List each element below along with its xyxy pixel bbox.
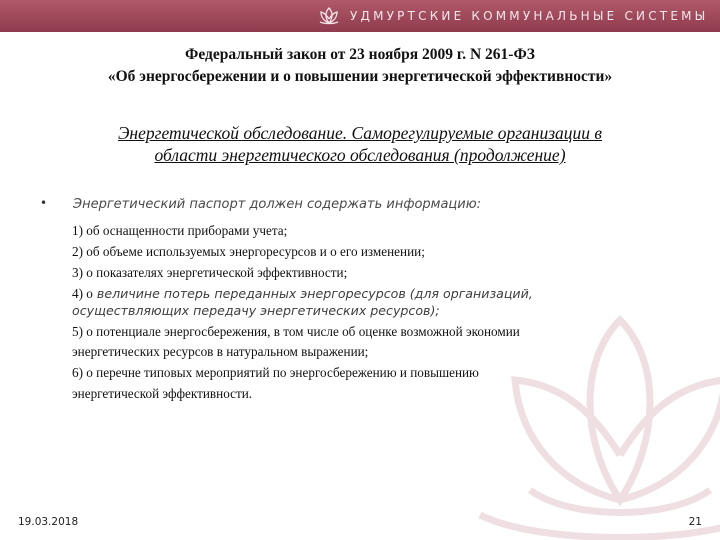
section-heading-line-2: области энергетического обследования (продолжение)	[154, 145, 566, 165]
bullet-marker: •	[40, 196, 48, 210]
page-number: 21	[688, 516, 702, 528]
lotus-logo-icon	[318, 6, 340, 26]
list-item-5-line-2: энергетических ресурсов в натуральном выражении;	[72, 344, 369, 359]
section-heading	[20, 122, 700, 166]
list-item-4-line-2: осуществляющих передачу энергетических ресурсов);	[72, 303, 440, 318]
law-title-line-1: Федеральный закон от 23 ноября 2009 г. N 261-ФЗ	[185, 46, 535, 63]
footer-date: 19.03.2018	[18, 516, 79, 528]
list-item: 2) об объеме используемых энергоресурсов и о его изменении;	[72, 244, 425, 259]
passport-lead-text: Энергетический паспорт должен содержать информацию:	[73, 197, 482, 212]
list-item-5-line-1: 5) о потенциале энергосбережения, в том числе об оценке возможной экономии	[72, 324, 520, 339]
list-item-4-line-1: величине потерь переданных энергоресурсов (для организаций,	[92, 286, 533, 301]
list-item-6-line-2: энергетической эффективности.	[72, 386, 253, 401]
section-heading-line-1: Энергетической обследование. Саморегулируемые организации в	[117, 123, 603, 143]
law-title-line-2: «Об энергосбережении и о повышении энергетической эффективности»	[107, 68, 613, 85]
list-item-6	[72, 362, 672, 404]
requirements-list	[72, 220, 672, 404]
list-item: 1) об оснащенности приборами учета;	[72, 223, 288, 238]
brand-name: УДМУРТСКИЕ КОММУНАЛЬНЫЕ СИСТЕМЫ	[350, 9, 709, 23]
header-bar	[0, 0, 720, 32]
list-item: 3) о показателях энергетической эффективности;	[72, 265, 348, 280]
list-item-4-prefix: 4) о	[72, 286, 93, 301]
list-item-4	[72, 285, 672, 319]
brand	[318, 6, 708, 26]
list-item-6-line-1: 6) о перечне типовых мероприятий по энергосбережению и повышению	[72, 365, 479, 380]
law-title	[20, 44, 700, 88]
list-item-5	[72, 322, 672, 362]
